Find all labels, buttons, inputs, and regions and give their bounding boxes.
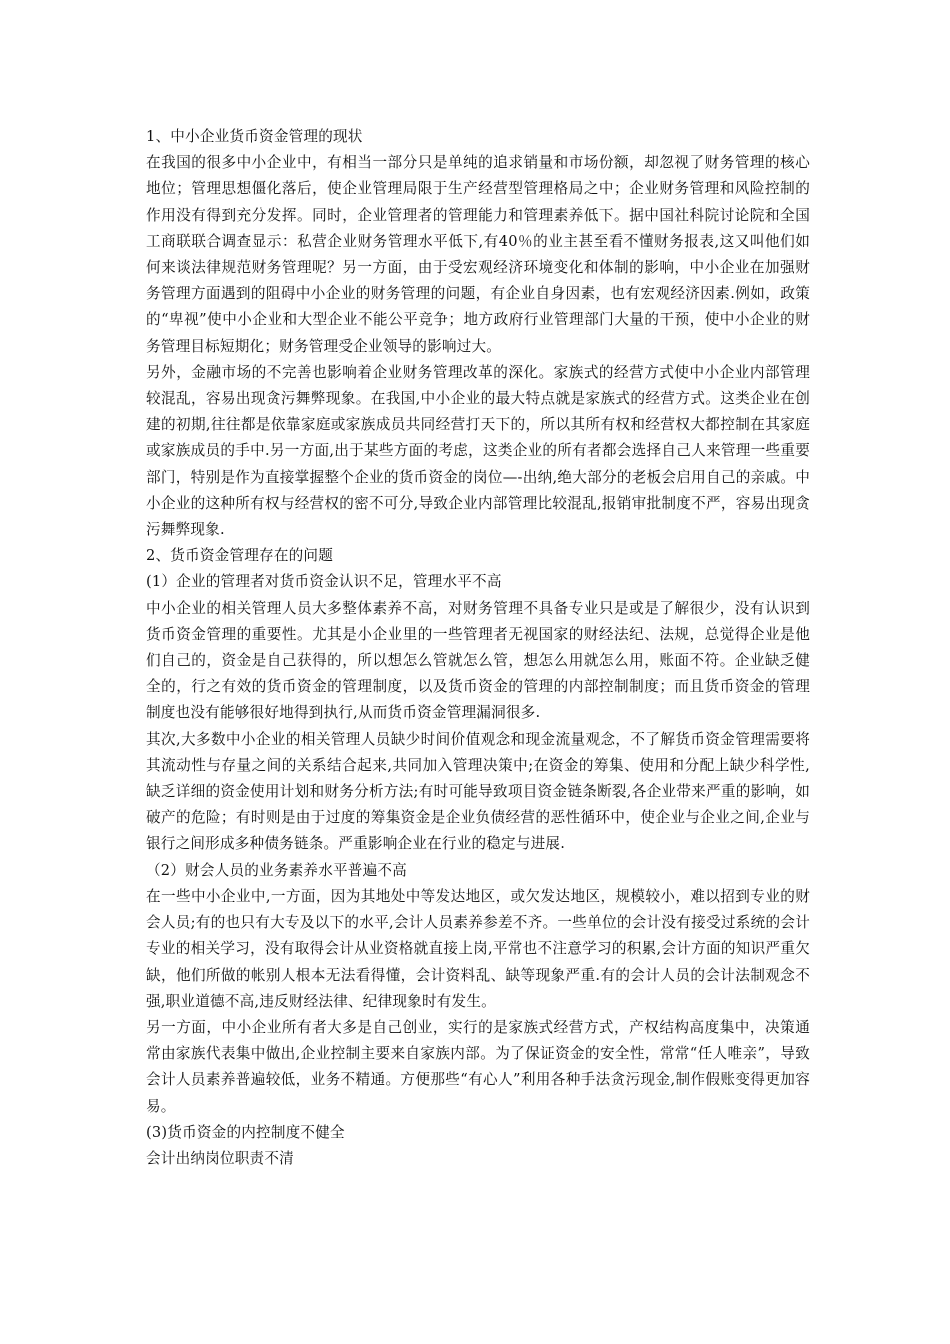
document-body (146, 124, 810, 1172)
paragraph: 另一方面，中小企业所有者大多是自己创业，实行的是家族式经营方式，产权结构高度集中，决策通常由家族代表集中做出,企业控制主要来自家族内部。为了保证资金的安全性，常常“任人唯亲”，导致会计人员素养普遍较低，业务不精通。方便那些“有心人”利用各种手法贪污现金,制作假账变得更加容易。 (146, 1018, 810, 1115)
paragraph: 中小企业的相关管理人员大多整体素养不高，对财务管理不具备专业只是或是了解很少，没有认识到货币资金管理的重要性。尤其是小企业里的一些管理者无视国家的财经法纪、法规，总觉得企业是他们自己的，资金是自己获得的，所以想怎么管就怎么管，想怎么用就怎么用，账面不符。企业缺乏健全的，行之有效的货币资金的管理制度，以及货币资金的管理的内部控制制度；而且货币资金的管理制度也没有能够很好地得到执行,从而货币资金管理漏洞很多. (146, 599, 810, 722)
subsection-heading-3: (3)货币资金的内控制度不健全 (146, 1123, 345, 1141)
paragraph: 其次,大多数中小企业的相关管理人员缺少时间价值观念和现金流量观念，不了解货币资金管理需要将其流动性与存量之间的关系结合起来,共同加入管理决策中;在资金的筹集、使用和分配上缺少科学性,缺乏详细的资金使用计划和财务分析方法;有时可能导致项目资金链条断裂,各企业带来严重的影响，如破产的危险；有时则是由于过度的筹集资金是企业负债经营的恶性循环中，使企业与企业之间,企业与银行之间形成多种债务链条。严重影响企业在行业的稳定与进展. (146, 730, 810, 853)
paragraph: 在一些中小企业中,一方面，因为其地处中等发达地区，或欠发达地区，规模较小，难以招到专业的财会人员;有的也只有大专及以下的水平,会计人员素养参差不齐。一些单位的会计没有接受过系统的会计专业的相关学习，没有取得会计从业资格就直接上岗,平常也不注意学习的积累,会计方面的知识严重欠缺，他们所做的帐别人根本无法看得懂，会计资料乱、缺等现象严重.有的会计人员的会计法制观念不强,职业道德不高,违反财经法律、纪律现象时有发生。 (146, 887, 810, 1010)
subsection-heading-1: (1）企业的管理者对货币资金认识不足，管理水平不高 (146, 573, 502, 591)
paragraph: 另外，金融市场的不完善也影响着企业财务管理改革的深化。家族式的经营方式使中小企业内部管理较混乱，容易出现贪污舞弊现象。在我国,中小企业的最大特点就是家族式的经营方式。这类企业在创建的初期,往往都是依靠家庭或家族成员共同经营打天下的，所以其所有权和经营权大都控制在其家庭或家族成员的手中.另一方面,出于某些方面的考虑，这类企业的所有者都会选择自己人来管理一些重要部门，特别是作为直接掌握整个企业的货币资金的岗位—-出纳,绝大部分的老板会启用自己的亲戚。中小企业的这种所有权与经营权的密不可分,导致企业内部管理比较混乱,报销审批制度不严，容易出现贪污舞弊现象. (146, 363, 810, 539)
section-heading-1: 1、中小企业货币资金管理的现状 (146, 128, 363, 145)
paragraph: 会计出纳岗位职责不清 (146, 1149, 294, 1167)
section-heading-2: 2、货币资金管理存在的问题 (146, 547, 334, 565)
paragraph: 在我国的很多中小企业中，有相当一部分只是单纯的追求销量和市场份额，却忽视了财务管理的核心地位；管理思想僵化落后，使企业管理局限于生产经营型管理格局之中；企业财务管理和风险控制的作用没有得到充分发挥。同时，企业管理者的管理能力和管理素养低下。据中国社科院讨论院和全国工商联联合调查显示：私营企业财务管理水平低下,有40％的业主甚至看不懂财务报表,这又叫他们如何来谈法律规范财务管理呢？另一方面，由于受宏观经济环境变化和体制的影响，中小企业在加强财务管理方面遇到的阻碍中小企业的财务管理的问题，有企业自身因素，也有宏观经济因素.例如，政策的“卑视”使中小企业和大型企业不能公平竞争；地方政府行业管理部门大量的干预，使中小企业的财务管理目标短期化；财务管理受企业领导的影响过大。 (146, 154, 810, 355)
subsection-heading-2: （2）财会人员的业务素养水平普遍不高 (146, 861, 407, 879)
